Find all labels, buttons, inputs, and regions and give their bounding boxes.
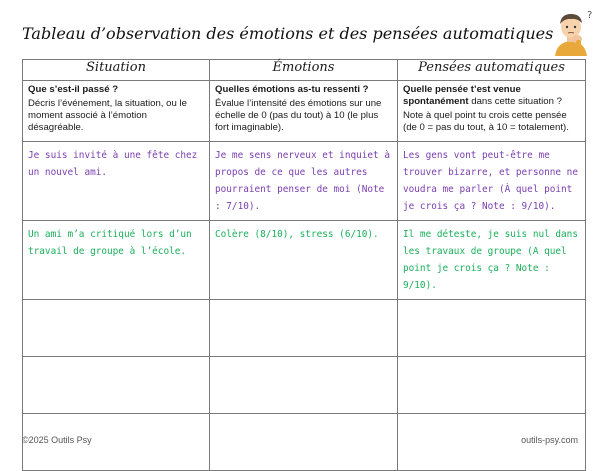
instruction-description: Évalue l’intensité des émotions sur une échelle de 0 (pas du tout) à 10 (le plus fort imaginable). — [215, 98, 382, 133]
empty-situation-cell[interactable] — [23, 300, 210, 357]
page-title: Tableau d’observation des émotions et des pensées automatiques — [22, 24, 554, 43]
instruction-situation — [23, 81, 210, 142]
empty-row — [23, 300, 586, 357]
empty-pensees-cell[interactable] — [398, 300, 586, 357]
instruction-pensees — [398, 81, 586, 142]
column-header-emotions: Émotions — [210, 60, 398, 81]
column-header-pensees: Pensées automatiques — [398, 60, 586, 81]
instruction-description: Décris l’événement, la situation, ou le moment associé à l’émotion désagréable. — [28, 98, 187, 133]
footer-site-link[interactable]: outils-psy.com — [521, 435, 578, 445]
instruction-question: Quelle pensée t’est venue spontanément dans cette situation ? — [403, 84, 562, 107]
instruction-question: Que s’est-il passé ? — [28, 84, 119, 95]
thinking-person-icon — [547, 6, 595, 56]
example-row — [23, 221, 586, 300]
header-row — [23, 60, 586, 81]
example-emotions-cell: Je me sens nerveux et inquiet à propos de ce que les autres pourraient penser de moi (Note : 7/10). — [210, 142, 398, 221]
empty-row — [23, 357, 586, 414]
empty-emotions-cell[interactable] — [210, 357, 398, 414]
empty-situation-cell[interactable] — [23, 357, 210, 414]
column-header-situation: Situation — [23, 60, 210, 81]
instruction-row — [23, 81, 586, 142]
observation-table — [22, 59, 586, 471]
example-situation-cell: Je suis invité à une fête chez un nouvel ami. — [23, 142, 210, 221]
question-mark: ? — [587, 10, 593, 21]
empty-pensees-cell[interactable] — [398, 357, 586, 414]
instruction-question: Quelles émotions as-tu ressenti ? — [215, 84, 369, 95]
example-pensees-cell: Les gens vont peut-être me trouver bizarre, et personne ne voudra me parler (À quel point je crois ça ? Note : 9/10). — [398, 142, 586, 221]
footer-copyright: ©2025 Outils Psy — [22, 435, 92, 445]
example-pensees-cell: Il me déteste, je suis nul dans les travaux de groupe (A quel point je crois ça ? Note : 9/10). — [398, 221, 586, 300]
example-situation-cell: Un ami m’a critiqué lors d’un travail de groupe à l’école. — [23, 221, 210, 300]
empty-emotions-cell[interactable] — [210, 300, 398, 357]
instruction-description: Note à quel point tu crois cette pensée (de 0 = pas du tout, à 10 = totalement). — [403, 110, 569, 133]
example-emotions-cell: Colère (8/10), stress (6/10). — [210, 221, 398, 300]
instruction-emotions — [210, 81, 398, 142]
example-row — [23, 142, 586, 221]
